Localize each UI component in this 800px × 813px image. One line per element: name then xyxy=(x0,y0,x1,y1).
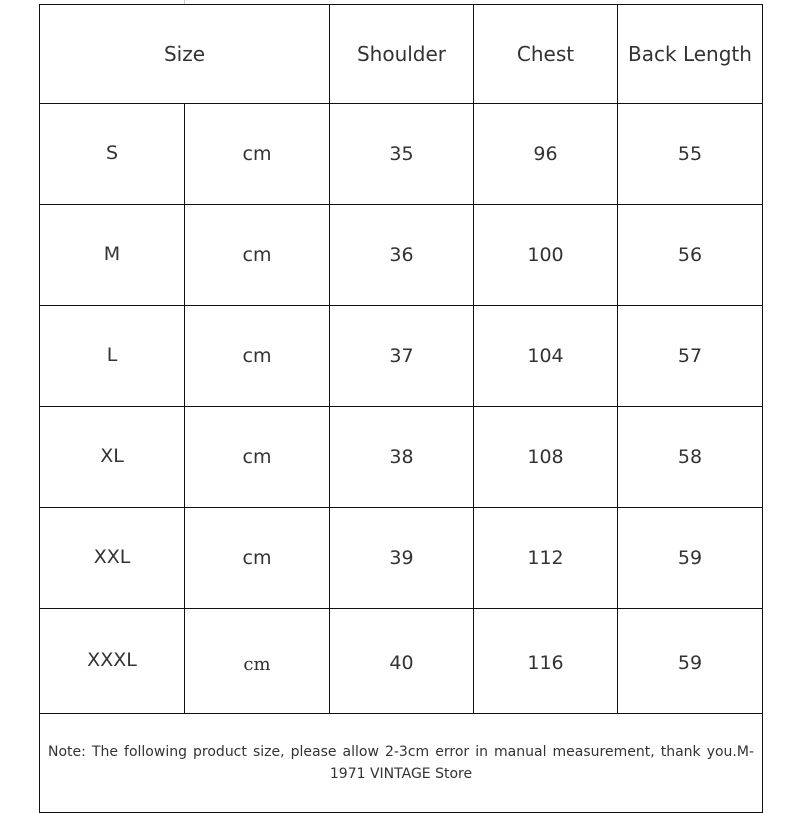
chest-value: 108 xyxy=(474,407,618,508)
measurement-note: Note: The following product size, please allow 2-3cm error in manual measurement, thank you.M-1971 VINTAGE Store xyxy=(40,714,763,813)
back-length-value: 56 xyxy=(618,205,763,306)
back-length-value: 55 xyxy=(618,104,763,205)
unit-label: cm xyxy=(185,104,330,205)
unit-label: cm xyxy=(185,306,330,407)
size-label: XL xyxy=(40,407,185,508)
header-shoulder: Shoulder xyxy=(330,5,474,104)
table-row xyxy=(40,609,763,714)
unit-label: cm xyxy=(185,407,330,508)
shoulder-value: 38 xyxy=(330,407,474,508)
table-row xyxy=(40,508,763,609)
shoulder-value: 39 xyxy=(330,508,474,609)
unit-label: cm xyxy=(185,508,330,609)
size-label: L xyxy=(40,306,185,407)
shoulder-value: 40 xyxy=(330,609,474,714)
header-chest: Chest xyxy=(474,5,618,104)
back-length-value: 59 xyxy=(618,508,763,609)
back-length-value: 57 xyxy=(618,306,763,407)
table-row xyxy=(40,104,763,205)
size-chart-table xyxy=(39,4,763,813)
header-size: Size xyxy=(40,5,330,104)
table-row xyxy=(40,306,763,407)
shoulder-value: 37 xyxy=(330,306,474,407)
chest-value: 116 xyxy=(474,609,618,714)
table-row xyxy=(40,407,763,508)
unit-label: cm xyxy=(185,609,330,714)
table-header-row xyxy=(40,5,763,104)
size-label: XXL xyxy=(40,508,185,609)
back-length-value: 58 xyxy=(618,407,763,508)
size-label: M xyxy=(40,205,185,306)
shoulder-value: 35 xyxy=(330,104,474,205)
header-back-length: Back Length xyxy=(618,5,763,104)
chest-value: 100 xyxy=(474,205,618,306)
chest-value: 104 xyxy=(474,306,618,407)
shoulder-value: 36 xyxy=(330,205,474,306)
chest-value: 112 xyxy=(474,508,618,609)
size-label: S xyxy=(40,104,185,205)
unit-label: cm xyxy=(185,205,330,306)
size-label: XXXL xyxy=(40,609,185,714)
back-length-value: 59 xyxy=(618,609,763,714)
note-row xyxy=(40,714,763,813)
table-row xyxy=(40,205,763,306)
chest-value: 96 xyxy=(474,104,618,205)
